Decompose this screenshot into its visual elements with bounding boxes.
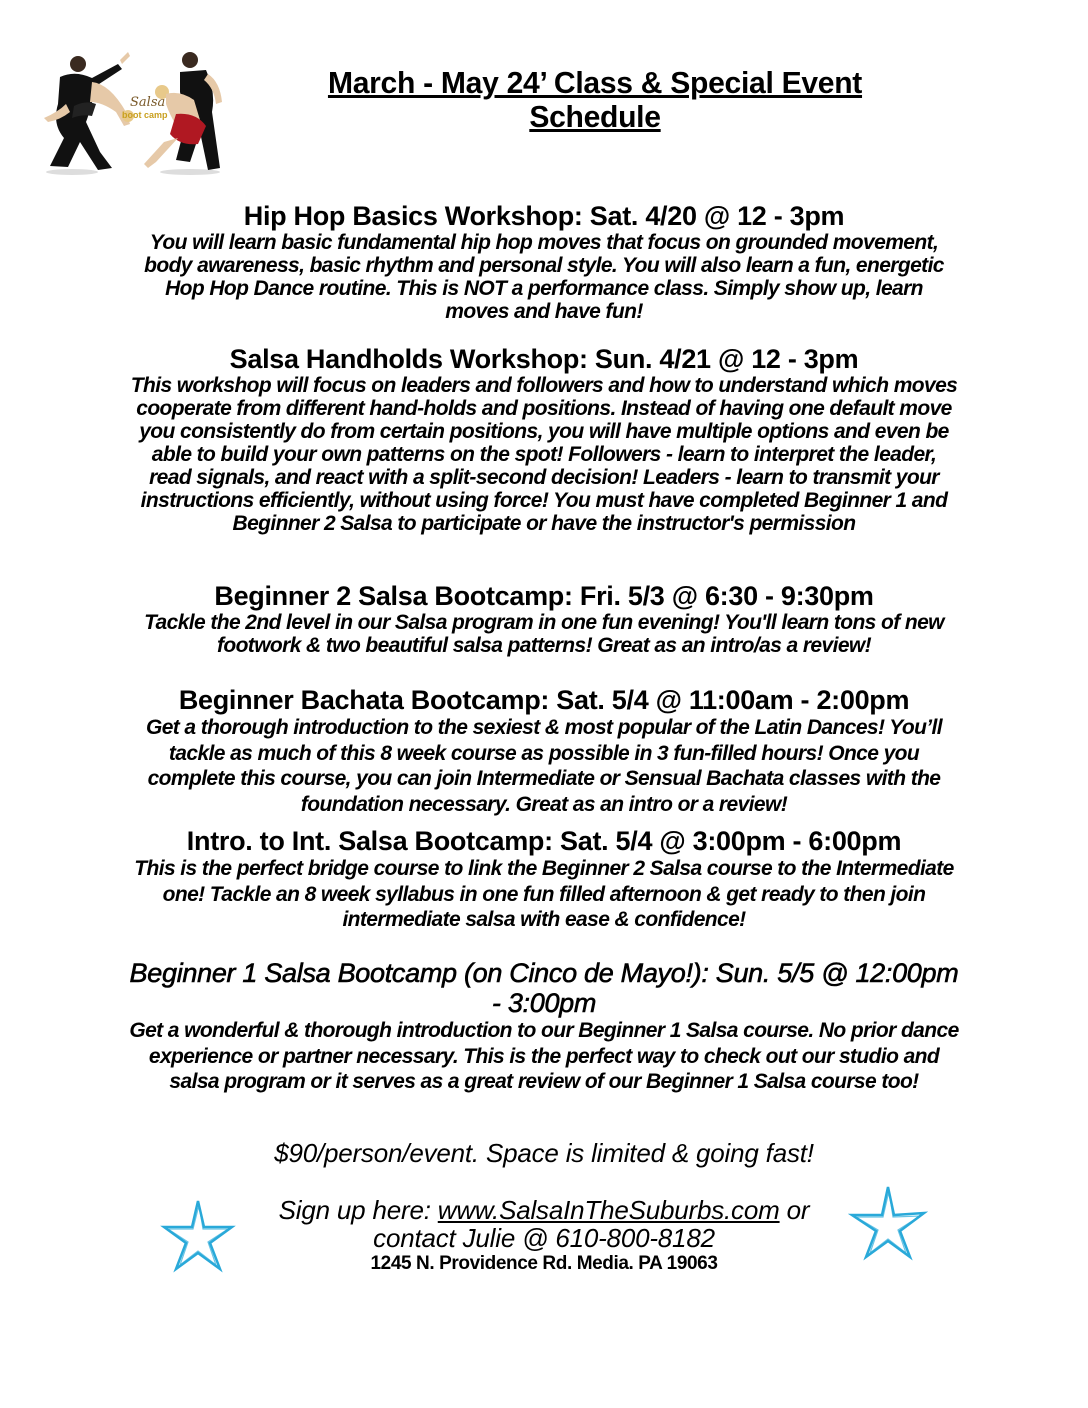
page-title	[299, 66, 891, 134]
event-description: Get a thorough introduction to the sexiest & most popular of the Latin Dances! You’ll tackle as much of this 8 week course as possible in 3 fun-filled hours! Once you complete this course, you can join Intermediate or Sensual Bachata classes with the foundation necessary. Great as an intro or a review!	[145, 716, 943, 816]
svg-text:boot camp: boot camp	[122, 110, 168, 120]
event-description: Tackle the 2nd level in our Salsa program in one fun evening! You'll learn tons of new footwork & two beautiful salsa patterns! Great as an intro/as a review!	[144, 611, 944, 657]
event-salsa-handholds	[110, 345, 978, 535]
page-title-line-1: March - May 24’ Class & Special Event	[327, 65, 863, 100]
event-heading: Hip Hop Basics Workshop: Sat. 4/20 @ 12 - 3pm	[243, 201, 845, 231]
event-heading: Beginner 1 Salsa Bootcamp (on Cinco de Mayo!): Sun. 5/5 @ 12:00pm - 3:00pm	[129, 958, 959, 1018]
event-heading: Beginner Bachata Bootcamp: Sat. 5/4 @ 11:00am - 2:00pm	[178, 685, 910, 715]
signup-line	[230, 1196, 858, 1224]
event-description: Get a wonderful & thorough introduction to our Beginner 1 Salsa course. No prior dance experience or partner necessary. This is the perfect way to check out our studio and salsa program or it serves as a great review of our Beginner 1 Salsa course too!	[129, 1019, 959, 1093]
svg-text:Salsa: Salsa	[130, 95, 166, 110]
star-outline-icon	[848, 1183, 928, 1263]
signup-prefix: Sign up here:	[278, 1195, 438, 1225]
page-title-line-2: Schedule	[529, 99, 661, 134]
event-beginner-2-salsa	[110, 582, 978, 657]
event-heading: Salsa Handholds Workshop: Sun. 4/21 @ 12 - 3pm	[229, 344, 859, 374]
event-description: This is the perfect bridge course to link the Beginner 2 Salsa course to the Intermediate one! Tackle an 8 week syllabus in one fun filled afternoon & get ready to then join intermediate salsa with ease & confidence!	[134, 857, 954, 931]
studio-address: 1245 N. Providence Rd. Media. PA 19063	[370, 1253, 718, 1274]
website-link[interactable]: www.SalsaInTheSuburbs.com	[437, 1195, 780, 1225]
event-beginner-bachata	[110, 686, 978, 817]
contact-line: contact Julie @ 610-800-8182	[373, 1223, 715, 1253]
event-intro-to-int-salsa	[110, 827, 978, 933]
salsa-bootcamp-logo	[30, 42, 235, 177]
price-note: $90/person/event. Space is limited & going fast!	[274, 1138, 814, 1168]
signup-suffix: or	[779, 1195, 810, 1225]
event-description: You will learn basic fundamental hip hop moves that focus on grounded movement, body awareness, basic rhythm and personal style. You will also learn a fun, energetic Hop Hop Dance routine. This is NOT a performance class. Simply show up, learn moves and have fun!	[144, 231, 944, 323]
event-heading: Beginner 2 Salsa Bootcamp: Fri. 5/3 @ 6:30 - 9:30pm	[214, 581, 874, 611]
signup-info	[230, 1196, 858, 1252]
event-description: This workshop will focus on leaders and followers and how to understand which moves cooperate from different hand-holds and positions. Instead of having one default move you consistently do from certain positions, you will have multiple options and even be able to build your own patterns on the spot! Followers - learn to interpret the leader, read signals, and react with a split-second decision! Leaders - learn to transmit your instructions efficiently, without using force! You must have completed Beginner 1 and Beginner 2 Salsa to participate or have the instructor's permission	[130, 374, 958, 535]
event-hip-hop-basics	[110, 202, 978, 323]
salsa-dancers-logo-image	[30, 42, 235, 177]
event-heading: Intro. to Int. Salsa Bootcamp: Sat. 5/4 @ 3:00pm - 6:00pm	[186, 826, 902, 856]
star-outline-icon	[158, 1195, 238, 1275]
event-beginner-1-salsa-cinco-de-mayo	[110, 958, 978, 1095]
